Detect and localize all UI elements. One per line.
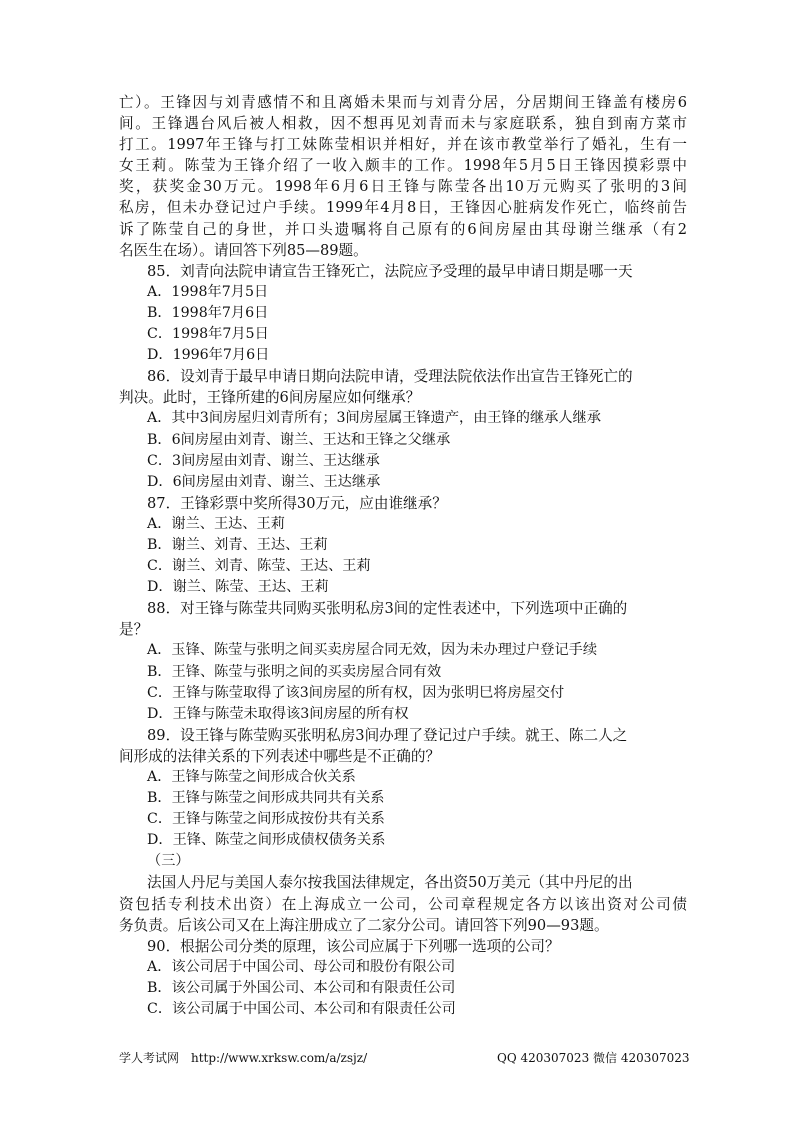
text-line: 间。王锋遇台风后被人相救，因不想再见刘青而未与家庭联系，独自到南方菜市 — [119, 115, 687, 133]
answer-option-line: B．王锋与陈莹之间形成共同共有关系 — [147, 790, 385, 807]
text-line: 88．对王锋与陈莹共同购买张明私房3间的定性表述中，下列选项中正确的 — [147, 600, 628, 618]
text-line: 85．刘青向法院申请宣告王锋死亡，法院应予受理的最早申请日期是哪一天 — [147, 262, 633, 280]
answer-option-line: A．王锋与陈莹之间形成合伙关系 — [147, 769, 356, 785]
answer-option-line: C．该公司属于中国公司、本公司和有限责任公司 — [147, 1001, 456, 1018]
text-line: 打工。1997年王锋与打工妹陈莹相识并相好，并在该市教堂举行了婚礼，生有一 — [119, 136, 687, 154]
text-line: 务负责。后该公司又在上海注册成立了二家分公司。请回答下列90—93题。 — [119, 916, 609, 934]
answer-option-line: B．6间房屋由刘青、谢兰、王达和王锋之父继承 — [147, 431, 451, 448]
text-line: 86．设刘青于最早申请日期向法院申请，受理法院依法作出宣告王锋死亡的 — [147, 368, 633, 386]
text-line: 是？ — [119, 621, 149, 639]
page-footer — [119, 1049, 690, 1067]
text-line: 资包括专利技术出资）在上海成立一公司，公司章程规定各方以该出资对公司债 — [119, 895, 687, 913]
answer-option-line: C．王锋与陈莹之间形成按份共有关系 — [147, 811, 385, 828]
answer-option-line: A．玉锋、陈莹与张明之间买卖房屋合同无效，因为未办理过户登记手续 — [147, 642, 598, 659]
text-line: 90．根据公司分类的原理，该公司应属于下列哪一选项的公司？ — [147, 937, 560, 955]
answer-option-line: A．其中3间房屋归刘青所有；3间房屋属王锋遗产，由王锋的继承人继承 — [147, 410, 601, 427]
answer-option-line: A．1998年7月5日 — [147, 283, 269, 300]
footer-url[interactable]: http://www.xrksw.com/a/zsjz/ — [191, 1051, 368, 1065]
answer-option-line: C．3间房屋由刘青、谢兰、王达继承 — [147, 452, 380, 469]
text-line: 89．设王锋与陈莹购买张明私房3间办理了登记过户手续。就王、陈二人之 — [147, 726, 628, 744]
answer-option-line: A．该公司居于中国公司、母公司和股份有限公司 — [147, 958, 456, 975]
answer-option-line: D．王锋、陈莹之间形成债权债务关系 — [147, 832, 386, 849]
footer-contact: QQ 420307023 微信 420307023 — [497, 1051, 690, 1065]
text-line: 判决。此时，王锋所建的6间房屋应如何继承？ — [119, 389, 421, 407]
answer-option-line: D．王锋与陈莹未取得该3间房屋的所有权 — [147, 705, 409, 722]
document-body — [119, 92, 687, 1020]
text-line: 诉了陈莹自己的身世，并口头遗嘱将自己原有的6间房屋由其母谢兰继承（有2 — [119, 220, 687, 238]
answer-option-line: C．王锋与陈莹取得了该3间房屋的所有权，因为张明巳将房屋交付 — [147, 684, 565, 701]
text-line: 名医生在场）。请回答下列85—89题。 — [119, 241, 368, 259]
answer-option-line: C．谢兰、刘青、陈莹、王达、王莉 — [147, 558, 371, 575]
answer-option-line: C．1998年7月5日 — [147, 326, 269, 343]
text-line: 私房，但未办登记过户手续。1999年4月8日，王锋因心脏病发作死亡，临终前告 — [119, 199, 687, 217]
text-line: 法国人丹尼与美国人泰尔按我国法律规定，各出资50万美元（其中丹尼的出 — [147, 874, 633, 892]
answer-option-line: B．王锋、陈莹与张明之间的买卖房屋合同有效 — [147, 663, 442, 680]
answer-option-line: B．谢兰、刘青、王达、王莉 — [147, 536, 328, 553]
answer-option-line: D．6间房屋由刘青、谢兰、王达继承 — [147, 473, 381, 490]
text-line: 间形成的法律关系的下列表述中哪些是不正确的？ — [119, 747, 441, 765]
footer-site-name: 学人考试网 — [119, 1051, 180, 1065]
answer-option-line: D．谢兰、陈莹、王达、王莉 — [147, 579, 329, 596]
text-line: 87．王锋彩票中奖所得30万元，应由谁继承？ — [147, 494, 447, 512]
answer-option-line: （三） — [147, 853, 190, 870]
answer-option-line: D．1996年7月6日 — [147, 347, 270, 364]
answer-option-line: A．谢兰、王达、王莉 — [147, 515, 285, 532]
text-line: 亡）。王锋因与刘青感情不和且离婚未果而与刘青分居，分居期间王锋盖有楼房6 — [119, 94, 687, 111]
text-line: 奖，获奖金30万元。1998年6月6日王锋与陈莹各出10万元购买了张明的3间 — [119, 178, 687, 196]
text-line: 女王莉。陈莹为王锋介绍了一收入颇丰的工作。1998年5月5日王锋因摸彩票中 — [119, 157, 687, 175]
answer-option-line: B．该公司属于外国公司、本公司和有限责任公司 — [147, 979, 456, 996]
answer-option-line: B．1998年7月6日 — [147, 304, 269, 321]
